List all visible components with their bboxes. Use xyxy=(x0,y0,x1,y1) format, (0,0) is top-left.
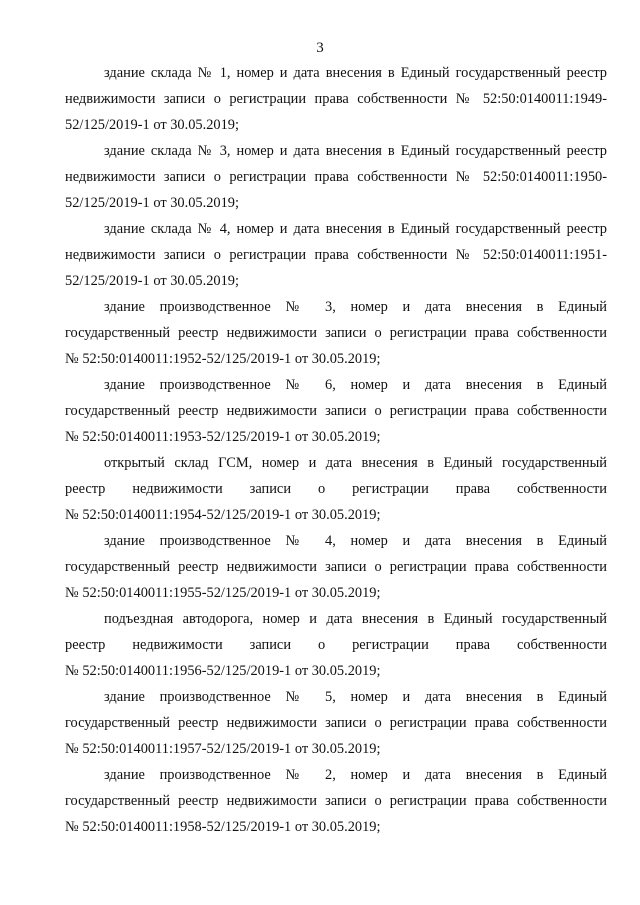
paragraph-10-line-1: здание производственное № 2, номер и дата внесения в Единый xyxy=(104,767,607,783)
paragraph-5-line-1: здание производственное № 6, номер и дата внесения в Единый xyxy=(104,377,607,393)
paragraph-4-line-1: здание производственное № 3, номер и дата внесения в Единый xyxy=(104,299,607,315)
paragraph-7-line-2: государственный реестр недвижимости записи о регистрации права собственности xyxy=(65,559,607,575)
paragraph-1-line-3: 52/125/2019-1 от 30.05.2019; xyxy=(65,117,239,133)
paragraph-9-line-1: здание производственное № 5, номер и дата внесения в Единый xyxy=(104,689,607,705)
paragraph-7-line-3: № 52:50:0140011:1955-52/125/2019-1 от 30.05.2019; xyxy=(65,585,381,601)
paragraph-6-line-1: открытый склад ГСМ, номер и дата внесения в Единый государственный xyxy=(104,455,607,471)
paragraph-2-line-1: здание склада № 3, номер и дата внесения в Единый государственный реестр xyxy=(104,143,607,159)
paragraph-1-line-2: недвижимости записи о регистрации права собственности № 52:50:0140011:1949- xyxy=(65,91,607,107)
paragraph-4-line-2: государственный реестр недвижимости записи о регистрации права собственности xyxy=(65,325,607,341)
paragraph-5-line-3: № 52:50:0140011:1953-52/125/2019-1 от 30.05.2019; xyxy=(65,429,381,445)
paragraph-6-line-2: реестр недвижимости записи о регистрации права собственности xyxy=(65,481,607,497)
paragraph-9-line-3: № 52:50:0140011:1957-52/125/2019-1 от 30.05.2019; xyxy=(65,741,381,757)
paragraph-2-line-3: 52/125/2019-1 от 30.05.2019; xyxy=(65,195,239,211)
paragraph-8-line-1: подъездная автодорога, номер и дата внесения в Единый государственный xyxy=(104,611,607,627)
paragraph-3-line-1: здание склада № 4, номер и дата внесения в Единый государственный реестр xyxy=(104,221,607,237)
paragraph-5-line-2: государственный реестр недвижимости записи о регистрации права собственности xyxy=(65,403,607,419)
page-number: 3 xyxy=(316,40,324,56)
paragraph-8-line-3: № 52:50:0140011:1956-52/125/2019-1 от 30.05.2019; xyxy=(65,663,381,679)
paragraph-10-line-2: государственный реестр недвижимости записи о регистрации права собственности xyxy=(65,793,607,809)
paragraph-6-line-3: № 52:50:0140011:1954-52/125/2019-1 от 30.05.2019; xyxy=(65,507,381,523)
paragraph-8-line-2: реестр недвижимости записи о регистрации права собственности xyxy=(65,637,607,653)
paragraph-7-line-1: здание производственное № 4, номер и дата внесения в Единый xyxy=(104,533,607,549)
paragraph-3-line-2: недвижимости записи о регистрации права собственности № 52:50:0140011:1951- xyxy=(65,247,607,263)
paragraph-3-line-3: 52/125/2019-1 от 30.05.2019; xyxy=(65,273,239,289)
paragraph-1-line-1: здание склада № 1, номер и дата внесения в Единый государственный реестр xyxy=(104,65,607,81)
paragraph-9-line-2: государственный реестр недвижимости записи о регистрации права собственности xyxy=(65,715,607,731)
paragraph-4-line-3: № 52:50:0140011:1952-52/125/2019-1 от 30.05.2019; xyxy=(65,351,381,367)
paragraph-2-line-2: недвижимости записи о регистрации права собственности № 52:50:0140011:1950- xyxy=(65,169,607,185)
paragraph-10-line-3: № 52:50:0140011:1958-52/125/2019-1 от 30.05.2019; xyxy=(65,819,381,835)
